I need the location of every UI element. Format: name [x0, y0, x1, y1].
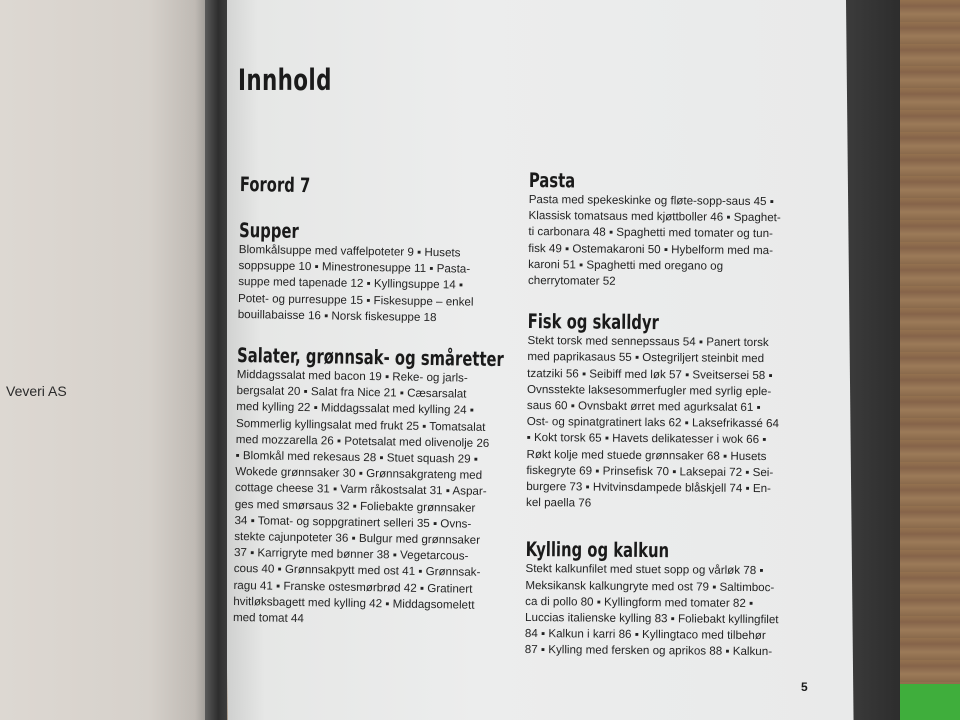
left-page-text: Veveri AS — [6, 383, 67, 399]
section-heading: Kylling og kalkun — [525, 537, 670, 563]
page-number: 5 — [801, 680, 808, 694]
section-heading: Supper — [238, 217, 299, 243]
toc-section-supper — [238, 218, 530, 328]
section-entries: Pasta med spekeskinke og fløte-sopp-saus 45 ▪ Klassisk tomatsaus med kjøttboller 46 ▪ Spaghet- ti carbonara 48 ▪ Spaghetti med tomater og tun- fisk 49 ▪ Ostemakaroni 50 ▪ Hybelform med ma- karoni 51 ▪ Spaghetti med oregano og cherrytomater 52 — [527, 192, 781, 288]
section-entries: Stekt torsk med sennepssaus 54 ▪ Panert torsk med paprikasaus 55 ▪ Ostegriljert steinbit med tzatziki 56 ▪ Seibiff med løk 57 ▪ Sveitsersei 58 ▪ Ovnsstekte laksesommerfugler med syrlig eple- saus 60 ▪ Ovnsbakt ørret med agurksalat 61 ▪ Ost- og spinatgratinert laks 62 ▪ Laksefrikassé 64 ▪ Kokt torsk 65 ▪ Havets delikatesser i wok 66 ▪ Røkt kolje med stuede grønnsaker 68 ▪ Husets fiskegryte 69 ▪ Prinsefisk 70 ▪ Laksepai 72 ▪ Sei- burgere 73 ▪ Hvitvinsdampede blåskjell 74 ▪ En- kel paella 76 — [526, 334, 780, 510]
book-gutter — [205, 0, 227, 720]
toc-right-column — [525, 168, 801, 661]
toc-left-column — [233, 172, 530, 631]
left-page — [0, 0, 212, 720]
table-surface — [900, 0, 960, 720]
section-heading: Pasta — [528, 168, 576, 193]
toc-section-pasta — [528, 168, 801, 292]
toc-section-forord — [240, 172, 530, 201]
section-entries: Middagssalat med bacon 19 ▪ Reke- og jarls- bergsalat 20 ▪ Salat fra Nice 21 ▪ Cæsarsalat med kylling 22 ▪ Middagssalat med kylling 24 ▪ Sommerlig kyllingsalat med frukt 25 ▪ Tomatsalat med mozzarella 26 ▪ Potetsalat med olivenolje 26 ▪ Blomkål med rekesaus 28 ▪ Stuet squash 29 ▪ Wokede grønnsaker 30 ▪ Grønnsakgrateng med cottage cheese 31 ▪ Varm råkostsalat 31 ▪ Aspar- ges med smørsaus 32 ▪ Foliebakte grønnsaker 34 ▪ Tomat- og soppgratinert selleri 35 ▪ Ovns- stekte cajunpoteter 36 ▪ Bulgur med grønnsaker 37 ▪ Karrigryte med bønner 38 ▪ Vegetarcous- cous 40 ▪ Grønnsakpytt med ost 41 ▪ Grønnsak- ragu 41 ▪ Franske ostesmørbrød 42 ▪ Gratinert hvitløksbagett med kylling 42 ▪ Middagsomelett med tomat 44 — [232, 367, 490, 626]
section-heading: Fisk og skalldyr — [527, 309, 659, 335]
toc-section-fisk — [526, 309, 800, 514]
section-entries: Blomkålsuppe med vaffelpoteter 9 ▪ Husets soppsuppe 10 ▪ Minestronesuppe 11 ▪ Pasta- suppe med tapenade 12 ▪ Kyllingsuppe 14 ▪ Potet- og purresuppe 15 ▪ Fiskesuppe – enkel bouillabaisse 16 ▪ Norsk fiskesuppe 18 — [237, 242, 474, 324]
section-heading: Forord 7 — [239, 172, 311, 198]
toc-section-kylling — [525, 537, 798, 661]
section-heading: Salater, grønnsak- og småretter — [236, 342, 505, 372]
toc-section-salater — [233, 343, 527, 631]
section-entries: Stekt kalkunfilet med stuet sopp og vårløk 78 ▪ Meksikansk kalkungryte med ost 79 ▪ Saltimboc- ca di pollo 80 ▪ Kyllingform med tomater 82 ▪ Luccias italienske kylling 83 ▪ Foliebakt kyllingfilet 84 ▪ Kalkun i karri 86 ▪ Kyllingtaco med tilbehør 87 ▪ Kylling med fersken og aprikos 88 ▪ Kalkun- — [524, 562, 779, 659]
page-title: Innhold — [238, 63, 332, 97]
